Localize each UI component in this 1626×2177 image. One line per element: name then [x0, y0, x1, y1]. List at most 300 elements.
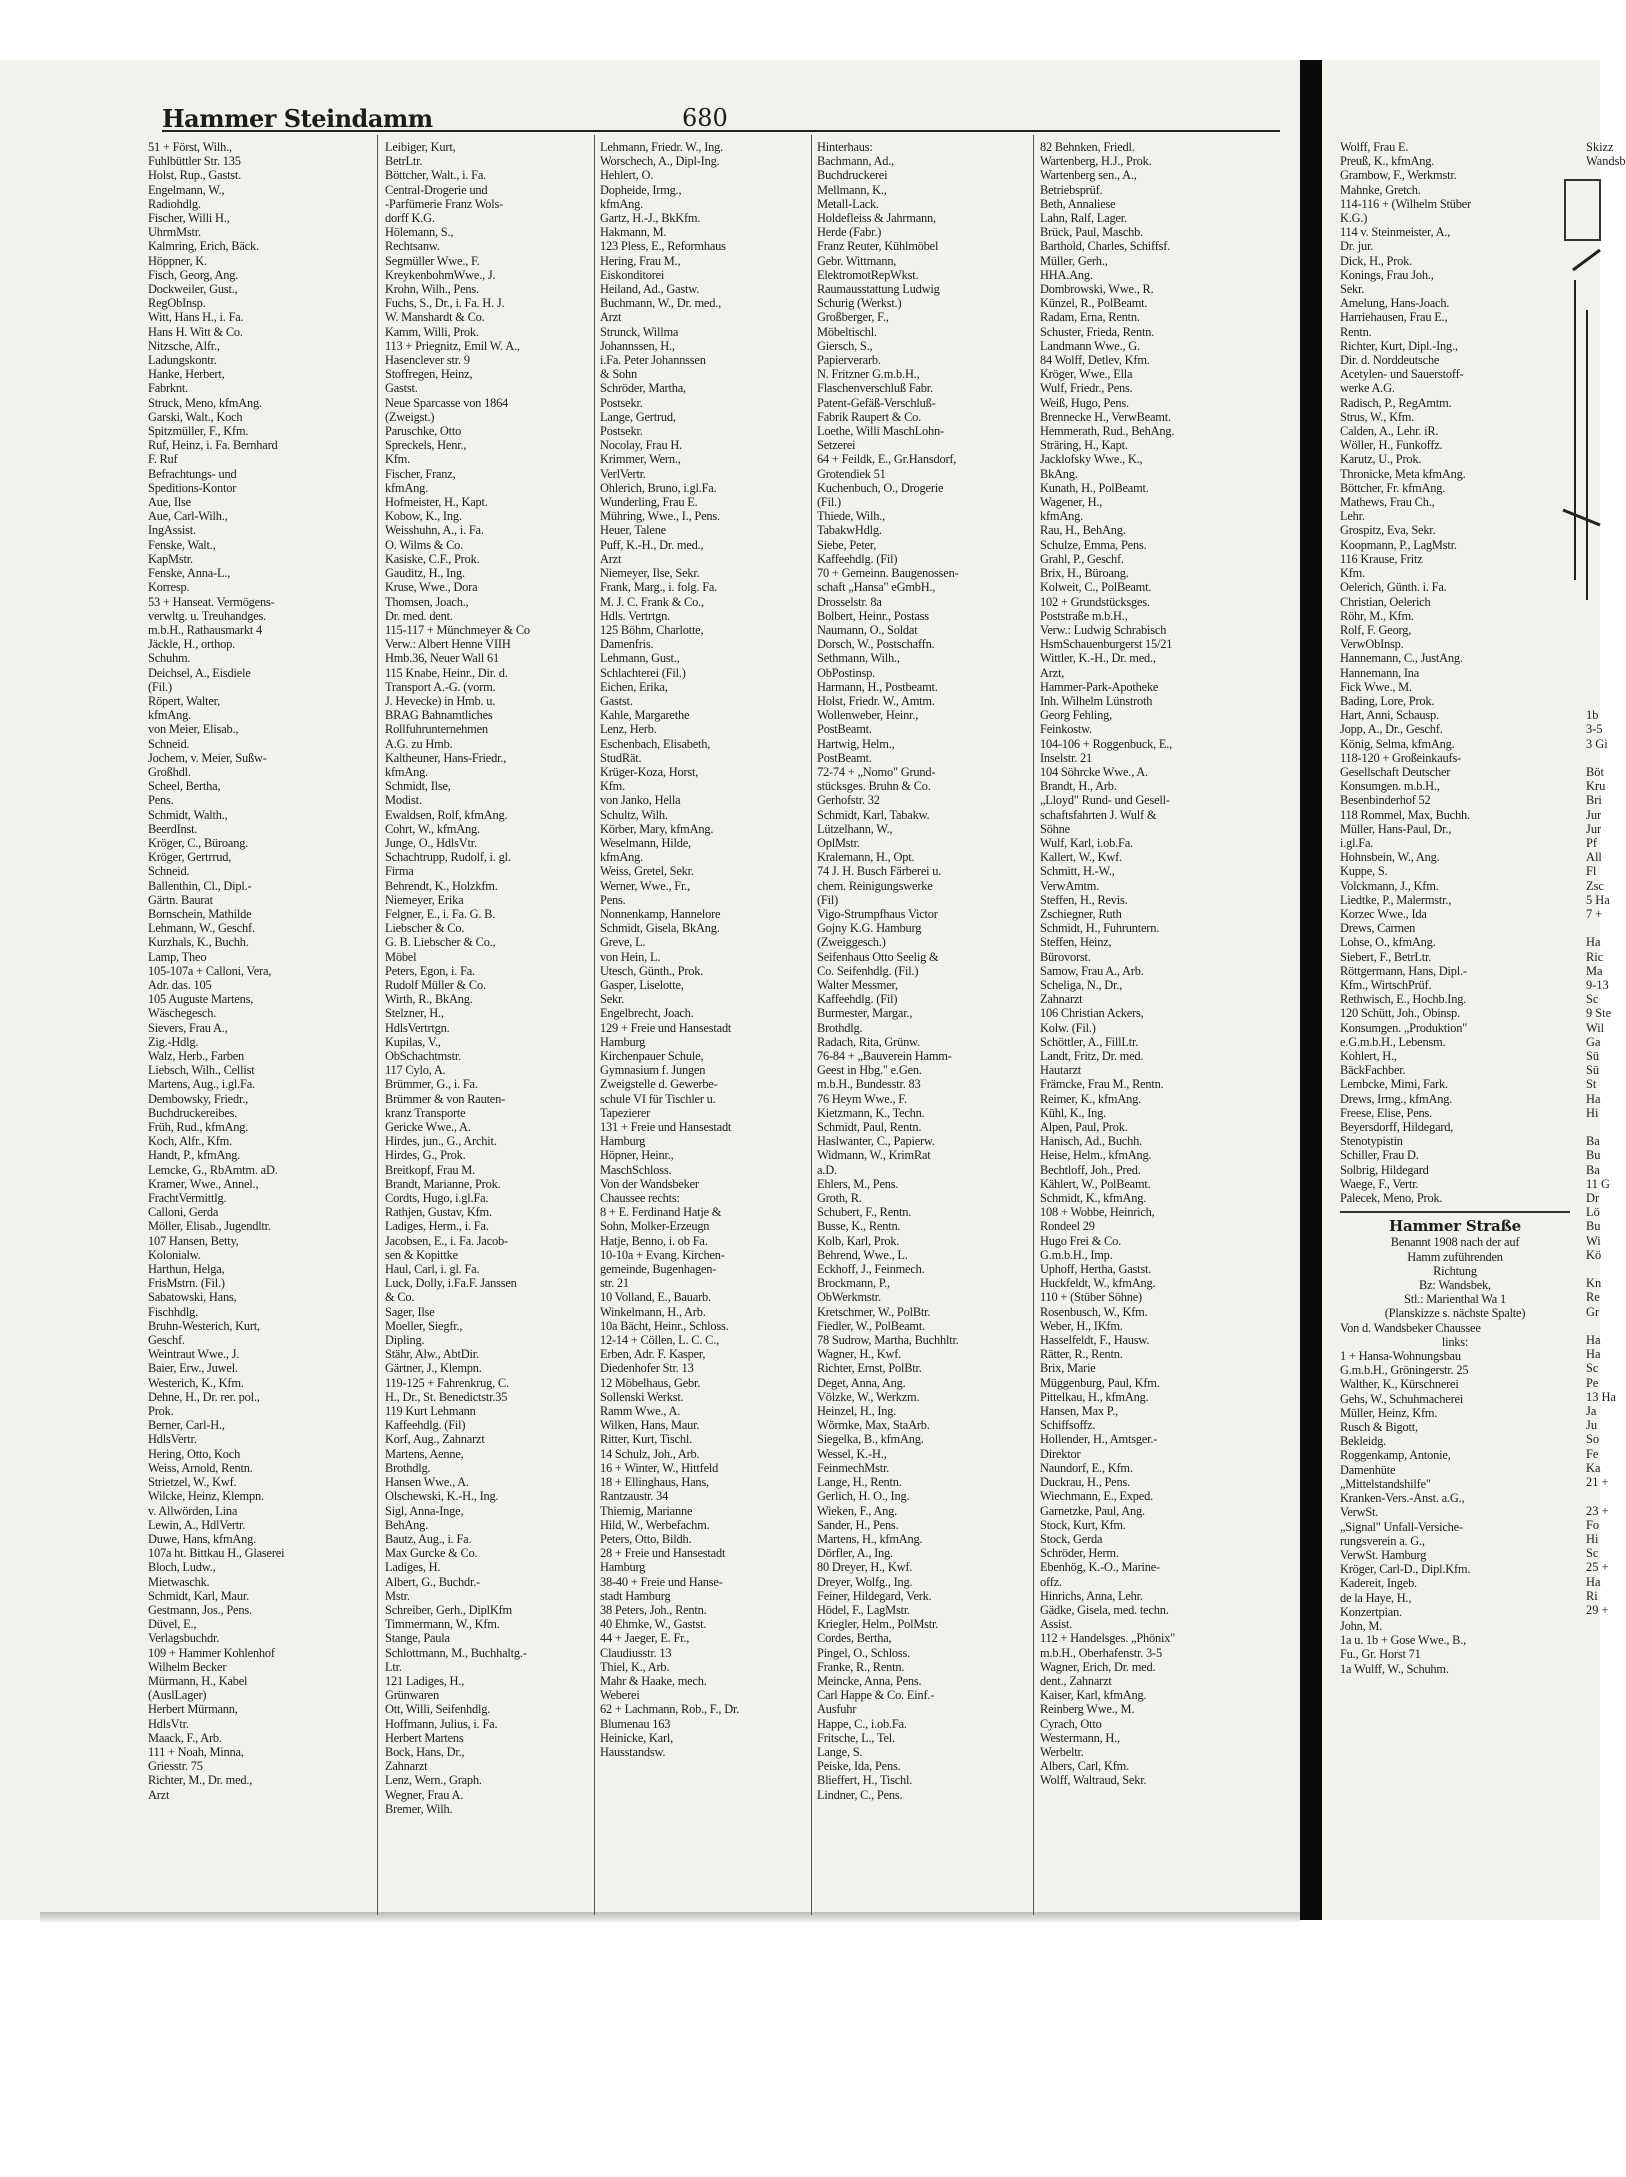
directory-entry: Rusch & Bigott, — [1340, 1420, 1418, 1435]
directory-entry: Cohrt, W., kfmAng. — [385, 821, 480, 836]
directory-entry: MaschSchloss. — [600, 1162, 672, 1177]
directory-entry: Bachmann, Ad., — [817, 154, 895, 169]
directory-entry: Albert, G., Buchdr.- — [385, 1574, 481, 1589]
edge-fragment — [1586, 1489, 1600, 1503]
directory-entry: Brockmann, P., — [817, 1276, 890, 1291]
directory-entry: 121 Ladiges, H., — [385, 1673, 465, 1688]
directory-entry: Bloch, Ludw., — [148, 1560, 216, 1575]
directory-entry: Ladungskontr. — [148, 353, 217, 368]
directory-entry: M. J. C. Frank & Co., — [600, 594, 704, 609]
directory-entry: Firma — [385, 864, 414, 879]
directory-entry: Arzt, — [1040, 665, 1065, 680]
directory-entry: VerwAmtm. — [1040, 878, 1100, 893]
directory-entry: Schmidt, Paul, Rentn. — [817, 1120, 922, 1135]
edge-fragment — [1586, 595, 1600, 609]
edge-fragment: Skizz — [1586, 140, 1614, 154]
directory-entry: Meincke, Anna, Pens. — [817, 1673, 922, 1688]
directory-entry: Moeller, Siegfr., — [385, 1318, 463, 1333]
directory-entry: Gestmann, Jos., Pens. — [148, 1602, 252, 1617]
directory-entry: Lembcke, Mimi, Fark. — [1340, 1077, 1448, 1092]
edge-fragment: St — [1586, 1077, 1597, 1092]
directory-entry: Hdls. Vertrtgn. — [600, 608, 671, 623]
directory-entry: Acetylen- und Sauerstoff- — [1340, 367, 1464, 382]
directory-entry: HdlsVtr. — [148, 1716, 189, 1731]
directory-entry: Hering, Frau M., — [600, 253, 681, 268]
directory-entry: Wittler, K.-H., Dr. med., — [1040, 651, 1156, 666]
directory-entry: Ohlerich, Bruno, i.gl.Fa. — [600, 480, 717, 495]
directory-entry: Luck, Dolly, i.Fa.F. Janssen — [385, 1276, 517, 1291]
directory-entry: Claudiusstr. 13 — [600, 1645, 672, 1660]
directory-entry: 12 Möbelhaus, Gebr. — [600, 1375, 701, 1390]
directory-entry: Stenotypistin — [1340, 1134, 1403, 1149]
directory-entry: Radisch, P., RegAmtm. — [1340, 395, 1452, 410]
directory-entry: Thiel, K., Arb. — [600, 1659, 670, 1674]
directory-entry: 119 Kurt Lehmann — [385, 1404, 476, 1419]
directory-entry: Gädke, Gisela, med. techn. — [1040, 1602, 1169, 1617]
directory-entry: Liedtke, P., Malermstr., — [1340, 892, 1452, 907]
directory-entry: Olschewski, K.-H., Ing. — [385, 1489, 499, 1504]
directory-entry: HsmSchauenburgerst 15/21 — [1040, 637, 1173, 652]
directory-entry: Ruf, Heinz, i. Fa. Bernhard — [148, 438, 278, 453]
directory-entry: Kriegler, Helm., PolMstr. — [817, 1617, 939, 1632]
directory-entry: Hans H. Witt & Co. — [148, 324, 243, 339]
directory-entry: Schröder, Herm. — [1040, 1546, 1119, 1561]
directory-entry: Busse, K., Rentn. — [817, 1219, 901, 1234]
page-header — [162, 100, 1280, 132]
directory-entry: Lewin, A., HdlVertr. — [148, 1517, 246, 1532]
directory-entry: Kranken-Vers.-Anst. a.G., — [1340, 1491, 1465, 1506]
directory-entry: Aue, Ilse — [148, 495, 191, 510]
directory-entry: BkAng. — [1040, 466, 1078, 481]
directory-entry: Gojny K.G. Hamburg — [817, 921, 922, 936]
directory-entry: Wartenberg, H.J., Prok. — [1040, 154, 1152, 169]
directory-entry: Gerlich, H. O., Ing. — [817, 1489, 910, 1504]
directory-entry: Wäschegesch. — [148, 1006, 217, 1021]
directory-entry: 78 Sudrow, Martha, Buchhltr. — [817, 1333, 959, 1348]
directory-entry: Nonnenkamp, Hannelore — [600, 906, 721, 921]
edge-fragment — [1586, 396, 1600, 410]
directory-entry: Duckrau, H., Pens. — [1040, 1475, 1131, 1490]
directory-entry: RegObInsp. — [148, 296, 206, 311]
directory-entry: (Fil) — [817, 892, 839, 907]
directory-entry: Hinterhaus: — [817, 140, 873, 154]
directory-entry: Christian, Oelerich — [1340, 594, 1431, 609]
directory-entry: Happe, C., i.ob.Fa. — [817, 1716, 907, 1731]
directory-entry: Holst, Rup., Gastst. — [148, 168, 242, 183]
directory-entry: (Zweigst.) — [385, 409, 435, 424]
directory-entry: 14 Schulz, Joh., Arb. — [600, 1446, 700, 1461]
directory-entry: 116 Krause, Fritz — [1340, 551, 1423, 566]
directory-entry: Wulf, Karl, i.ob.Fa. — [1040, 835, 1133, 850]
directory-entry: Bekleidg. — [1340, 1434, 1387, 1449]
directory-entry: Hasenclever str. 9 — [385, 353, 470, 368]
edge-fragment: Ma — [1586, 963, 1603, 978]
directory-entry: 112 + Handelsges. „Phönix" — [1040, 1631, 1176, 1646]
directory-entry: Behrend, Wwe., L. — [817, 1247, 908, 1262]
directory-entry: Möbeltischl. — [817, 324, 877, 339]
directory-entry: Franke, R., Rentn. — [817, 1659, 905, 1674]
directory-entry: Konings, Frau Joh., — [1340, 267, 1434, 282]
directory-entry: Wartenberg sen., A., — [1040, 168, 1137, 183]
directory-entry: Groth, R. — [817, 1191, 862, 1206]
directory-entry: Lahn, Ralf, Lager. — [1040, 211, 1127, 226]
directory-entry: Heise, Helm., kfmAng. — [1040, 1148, 1152, 1163]
directory-entry: Fischer, Willi H., — [148, 211, 230, 226]
directory-entry: Schreiber, Gerh., DiplKfm — [385, 1602, 512, 1617]
directory-entry: kfmAng. — [600, 850, 643, 865]
directory-entry: Holdefleiss & Jahrmann, — [817, 211, 936, 226]
directory-entry: Mühring, Wwe., I., Pens. — [600, 509, 720, 524]
directory-entry: Rau, H., BehAng. — [1040, 523, 1126, 538]
directory-entry: 114 v. Steinmeister, A., — [1340, 225, 1451, 240]
directory-entry: Postsekr. — [600, 424, 643, 439]
directory-entry: Siebert, F., BetrLtr. — [1340, 949, 1432, 964]
directory-entry: Dockweiler, Gust., — [148, 282, 238, 297]
directory-entry: Schmidt, Ilse, — [385, 779, 451, 794]
directory-entry: Dreyer, Wolfg., Ing. — [817, 1574, 913, 1589]
directory-entry: Pittelkau, H., kfmAng. — [1040, 1389, 1149, 1404]
edge-fragment — [1586, 666, 1600, 680]
directory-entry: Mietwaschk. — [148, 1574, 210, 1589]
directory-entry: Thiemig, Marianne — [600, 1503, 693, 1518]
directory-entry: Wessel, K.-H., — [817, 1446, 887, 1461]
directory-entry: Drews, Irmg., kfmAng. — [1340, 1091, 1453, 1106]
directory-entry: 123 Pless, E., Reformhaus — [600, 239, 726, 254]
directory-entry: Dr. jur. — [1340, 239, 1374, 254]
edge-fragment: Fe — [1586, 1446, 1599, 1461]
directory-entry: Werner, Wwe., Fr., — [600, 878, 690, 893]
directory-entry: Chaussee rechts: — [600, 1191, 680, 1206]
directory-entry: BRAG Bahnamtliches — [385, 708, 493, 723]
directory-entry: Vigo-Strumpfhaus Victor — [817, 906, 938, 921]
directory-entry: 76-84 + „Bauverein Hamm- — [817, 1049, 952, 1063]
directory-entry: Lenz, Wern., Graph. — [385, 1773, 482, 1788]
directory-entry: Damenhüte — [1340, 1462, 1396, 1477]
directory-entry: Richter, Kurt, Dipl.-Ing., — [1340, 338, 1458, 353]
directory-entry: Sievers, Frau A., — [148, 1020, 228, 1035]
edge-fragment: Hi — [1586, 1531, 1599, 1546]
directory-entry: 44 + Jaeger, E. Fr., — [600, 1631, 690, 1646]
directory-entry: Walther, K., Kürschnerei — [1340, 1377, 1459, 1392]
directory-entry: Fisch, Georg, Ang. — [148, 267, 239, 282]
directory-entry: 70 + Gemeinn. Baugenossen- — [817, 566, 959, 581]
directory-entry: VerwSt. Hamburg — [1340, 1547, 1427, 1562]
directory-entry: Hehlert, O. — [600, 168, 654, 183]
directory-entry: Weselmann, Hilde, — [600, 835, 691, 850]
directory-entry: dorff K.G. — [385, 211, 435, 226]
cropped-facing-column — [1586, 140, 1626, 1910]
directory-entry: Rechtsanw. — [385, 239, 440, 254]
directory-entry: Hödel, F., LagMstr. — [817, 1602, 910, 1617]
directory-entry: Kaffeehdlg. (Fil) — [817, 992, 898, 1007]
directory-entry: Wolff, Waltraud, Sekr. — [1040, 1773, 1147, 1788]
directory-entry: Werbeltr. — [1040, 1744, 1084, 1759]
edge-fragment — [1586, 481, 1600, 495]
directory-entry: KreykenbohmWwe., J. — [385, 267, 496, 282]
edge-fragment: Zsc — [1586, 878, 1604, 893]
directory-entry: BeerdInst. — [148, 821, 198, 836]
edge-fragment: Sc — [1586, 1546, 1599, 1561]
directory-entry: 119-125 + Fahrenkrug, C. — [385, 1375, 509, 1390]
directory-entry: Von d. Wandsbeker Chaussee — [1340, 1320, 1481, 1335]
directory-entry: Kramer, Wwe., Annel., — [148, 1176, 259, 1191]
directory-entry: Lehmann, W., Geschf. — [148, 921, 255, 936]
directory-entry: Hugo Frei & Co. — [1040, 1233, 1121, 1248]
edge-fragment: 25 + — [1586, 1560, 1609, 1575]
directory-entry: A.G. zu Hmb. — [385, 736, 453, 751]
directory-entry: Fenske, Anna-L., — [148, 566, 231, 581]
edge-fragment: Wil — [1586, 1020, 1605, 1035]
directory-entry: Konsumgen. „Produktion" — [1340, 1020, 1468, 1035]
directory-entry: Korzec Wwe., Ida — [1340, 906, 1427, 921]
edge-fragment: Ju — [1586, 1418, 1598, 1433]
directory-entry: 40 Ehmke, W., Gastst. — [600, 1617, 707, 1632]
directory-entry: Rolf, F. Georg, — [1340, 622, 1412, 637]
directory-entry: Befrachtungs- und — [148, 466, 237, 481]
directory-entry: Fenske, Walt., — [148, 537, 216, 552]
edge-fragment: Jur — [1586, 807, 1602, 822]
directory-entry: 1a Wulff, W., Schuhm. — [1340, 1661, 1449, 1676]
directory-entry: Möbel — [385, 949, 417, 964]
directory-entry: Erben, Adr. F. Kasper, — [600, 1347, 706, 1362]
edge-fragment: 11 G — [1586, 1176, 1610, 1191]
directory-entry: Landt, Fritz, Dr. med. — [1040, 1049, 1144, 1063]
directory-entry: Seifenhaus Otto Seelig & — [817, 949, 939, 964]
directory-entry: Lehr. — [1340, 509, 1365, 524]
directory-entry: Fuhlbüttler Str. 135 — [148, 154, 241, 169]
directory-entry: Dopheide, Irmg., — [600, 182, 682, 197]
directory-entry: Waege, F., Vertr. — [1340, 1176, 1419, 1191]
edge-fragment: Sü — [1586, 1063, 1600, 1078]
directory-entry: Drosselstr. 8a — [817, 594, 882, 609]
directory-entry: m.b.H., Oberhafenstr. 3-5 — [1040, 1645, 1162, 1660]
directory-entry: Gastst. — [385, 381, 418, 396]
directory-entry: Mürmann, H., Kabel — [148, 1673, 248, 1688]
directory-entry: Jacklofsky Wwe., K., — [1040, 452, 1143, 467]
directory-entry: stadt Hamburg — [600, 1588, 671, 1603]
directory-entry: Siegelka, B., kfmAng. — [817, 1432, 924, 1447]
directory-entry: Roggenkamp, Antonie, — [1340, 1448, 1451, 1463]
directory-entry: G. B. Liebscher & Co., — [385, 935, 496, 950]
directory-entry: 38 Peters, Joh., Rentn. — [600, 1602, 707, 1617]
edge-fragment: Wi — [1586, 1233, 1601, 1248]
directory-entry: Timmermann, W., Kfm. — [385, 1617, 500, 1632]
directory-entry: Bremer, Wilh. — [385, 1801, 453, 1816]
directory-entry: Engelmann, W., — [148, 182, 225, 197]
edge-fragment: 9 Ste — [1586, 1006, 1612, 1021]
directory-entry: Giersch, S., — [817, 338, 873, 353]
directory-entry: Kaffeehdlg. (Fil) — [817, 551, 898, 566]
directory-entry: „Lloyd" Rund- und Gesell- — [1040, 793, 1170, 808]
directory-entry: Geschf. — [148, 1333, 185, 1348]
directory-entry: Widmann, W., KrimRat — [817, 1148, 931, 1163]
edge-fragment: Ba — [1586, 1134, 1600, 1149]
directory-entry: Brümmer & von Rauten- — [385, 1091, 506, 1106]
directory-entry: stücksges. Bruhn & Co. — [817, 779, 931, 794]
directory-entry: Främcke, Frau M., Rentn. — [1040, 1077, 1164, 1092]
directory-entry: Schurig (Werkst.) — [817, 296, 902, 311]
directory-entry: Hart, Anni, Schausp. — [1340, 708, 1439, 723]
edge-fragment: Ka — [1586, 1460, 1601, 1475]
directory-entry: Bolbert, Heinr., Postass — [817, 608, 929, 623]
directory-entry: Radach, Rita, Grünw. — [817, 1034, 920, 1049]
directory-entry: Schneid. — [148, 736, 190, 751]
directory-entry: 104 Söhrcke Wwe., A. — [1040, 764, 1148, 779]
directory-entry: kfmAng. — [600, 196, 643, 211]
directory-entry: J. Hevecke) in Hmb. u. — [385, 693, 496, 708]
directory-entry: schaftsfahrten J. Wulf & — [1040, 807, 1157, 822]
directory-entry: Kolonialw. — [148, 1247, 201, 1262]
directory-entry: (Fil.) — [817, 495, 841, 510]
directory-entry: Jacobsen, E., i. Fa. Jacob- — [385, 1233, 508, 1248]
directory-entry: Krüger-Koza, Horst, — [600, 764, 699, 779]
directory-entry: Pens. — [148, 793, 174, 808]
directory-entry: Hollender, H., Amtsger.- — [1040, 1432, 1158, 1447]
directory-entry: Wollenweber, Heinr., — [817, 708, 919, 723]
directory-entry: Lemcke, G., RbAmtm. aD. — [148, 1162, 278, 1177]
directory-entry: i.Fa. Peter Johannssen — [600, 353, 706, 368]
edge-fragment — [1586, 239, 1600, 253]
directory-entry: G.m.b.H., Imp. — [1040, 1247, 1113, 1262]
directory-entry: Nitzsche, Alfr., — [148, 338, 220, 353]
directory-entry: Thomsen, Joach., — [385, 594, 469, 609]
directory-entry: Metall-Lack. — [817, 196, 879, 211]
directory-column-2 — [385, 140, 590, 1910]
directory-entry: Calloni, Gerda — [148, 1205, 219, 1220]
edge-fragment — [1586, 1262, 1600, 1276]
directory-entry: Richter, Ernst, PolBtr. — [817, 1361, 922, 1376]
directory-entry: 64 + Feildk, E., Gr.Hansdorf, — [817, 452, 957, 467]
directory-entry: Hamburg — [600, 1560, 646, 1575]
directory-entry: Garnetzke, Paul, Ang. — [1040, 1503, 1145, 1518]
edge-fragment — [1586, 623, 1600, 637]
directory-entry: Kupilas, V., — [385, 1034, 441, 1049]
directory-entry: 74 J. H. Busch Färberei u. — [817, 864, 942, 879]
directory-entry: Müller, Gerh., — [1040, 253, 1108, 268]
directory-entry: Hammer-Park-Apotheke — [1040, 679, 1159, 694]
directory-entry: Schachtrupp, Rudolf, i. gl. — [385, 850, 511, 865]
directory-entry: Hakmann, M. — [600, 225, 667, 240]
directory-entry: Damenfris. — [600, 637, 654, 652]
directory-entry: Bruhn-Westerich, Kurt, — [148, 1318, 260, 1333]
directory-entry: Lehmann, Friedr. W., Ing. — [600, 140, 724, 154]
directory-entry: Möller, Elisab., Jugendltr. — [148, 1219, 271, 1234]
directory-entry: Bock, Hans, Dr., — [385, 1744, 465, 1759]
directory-entry: Junge, O., HdlsVtr. — [385, 835, 477, 850]
directory-entry: Stoffregen, Heinz, — [385, 367, 473, 382]
edge-fragment — [1586, 921, 1600, 935]
directory-entry: Hering, Otto, Koch — [148, 1446, 241, 1461]
street-heading: Hammer Straße — [1388, 1217, 1522, 1236]
directory-column-4 — [817, 140, 1029, 1910]
directory-entry: Harriehausen, Frau E., — [1340, 310, 1448, 325]
directory-entry: Oelerich, Günth. i. Fa. — [1340, 580, 1447, 595]
directory-entry: Rudolf Müller & Co. — [385, 977, 486, 992]
directory-entry: gemeinde, Bugenhagen- — [600, 1262, 717, 1277]
directory-entry: Fritsche, L., Tel. — [817, 1730, 895, 1745]
directory-entry: Scheel, Bertha, — [148, 779, 221, 794]
directory-entry: de la Haye, H., — [1340, 1590, 1412, 1605]
directory-entry: Peiske, Ida, Pens. — [817, 1759, 901, 1774]
directory-entry: O. Wilms & Co. — [385, 537, 464, 552]
directory-entry: Ladiges, H. — [385, 1560, 441, 1575]
directory-entry: Feinkostw. — [1040, 722, 1092, 737]
directory-entry: Lehmann, Gust., — [600, 651, 680, 666]
directory-entry: Thiede, Wilh., — [817, 509, 886, 524]
directory-entry: Karutz, U., Prok. — [1340, 452, 1422, 467]
directory-entry: Schulze, Emma, Pens. — [1040, 537, 1147, 552]
directory-entry: ObWerkmstr. — [817, 1290, 881, 1305]
street-note: Bz: Wandsbek, — [1419, 1278, 1491, 1293]
column-rule — [811, 135, 812, 1915]
directory-entry: Wieken, F., Ang. — [817, 1503, 897, 1518]
directory-entry: 111 + Noah, Minna, — [148, 1744, 244, 1759]
directory-entry: Kfm. — [600, 779, 626, 794]
directory-entry: Schmidt, Walth., — [148, 807, 228, 822]
directory-entry: Deichsel, A., Eisdiele — [148, 665, 251, 680]
directory-entry: Feiner, Hildegard, Verk. — [817, 1588, 932, 1603]
directory-entry: Spreckels, Henr., — [385, 438, 467, 453]
directory-entry: Puff, K.-H., Dr. med., — [600, 537, 704, 552]
directory-entry: ObSchachtmstr. — [385, 1049, 462, 1063]
directory-entry: Söhne — [1040, 821, 1070, 836]
directory-entry: 76 Heym Wwe., F. — [817, 1091, 907, 1106]
edge-fragment: Bu — [1586, 1219, 1601, 1234]
directory-entry: Lützelhann, W., — [817, 821, 893, 836]
directory-entry: Naundorf, E., Kfm. — [1040, 1460, 1133, 1475]
directory-entry: Fischhdlg. — [148, 1304, 198, 1319]
directory-entry: verwltg. u. Treuhandges. — [148, 608, 267, 623]
directory-entry: Kahle, Margarethe — [600, 708, 690, 723]
edge-fragment — [1586, 225, 1600, 239]
directory-entry: Amelung, Hans-Joach. — [1340, 296, 1450, 311]
edge-fragment — [1586, 1319, 1600, 1333]
directory-entry: Sekr. — [600, 992, 625, 1007]
directory-entry: Maack, F., Arb. — [148, 1730, 222, 1745]
directory-entry: Höppner, K. — [148, 253, 207, 268]
edge-fragment: 7 + — [1586, 906, 1603, 921]
edge-fragment — [1586, 523, 1600, 537]
directory-entry: Schubert, F., Rentn. — [817, 1205, 912, 1220]
directory-entry: ObPostinsp. — [817, 665, 876, 680]
directory-entry: Leibiger, Kurt, — [385, 140, 456, 154]
directory-entry: Schlachterei (Fil.) — [600, 665, 686, 680]
directory-entry: Grünwaren — [385, 1688, 439, 1703]
directory-entry: Deget, Anna, Ang. — [817, 1375, 906, 1390]
directory-entry: Arzt — [148, 1787, 170, 1802]
directory-entry: PostBeamt. — [817, 750, 872, 765]
directory-entry: Brix, H., Büroang. — [1040, 566, 1129, 581]
directory-entry: Mahnke, Gretch. — [1340, 182, 1421, 197]
directory-entry: Burmester, Margar., — [817, 1006, 913, 1021]
street-note: Richtung — [1433, 1263, 1477, 1278]
directory-entry: Lindner, C., Pens. — [817, 1787, 903, 1802]
edge-fragment — [1586, 211, 1600, 225]
street-note: links: — [1441, 1334, 1469, 1349]
directory-entry: Rosenbusch, W., Kfm. — [1040, 1304, 1148, 1319]
directory-entry: Heinzel, H., Ing. — [817, 1404, 897, 1419]
directory-entry: Sethmann, Wilh., — [817, 651, 900, 666]
directory-entry: Garski, Walt., Koch — [148, 409, 243, 424]
directory-entry: 1a u. 1b + Gose Wwe., B., — [1340, 1633, 1466, 1648]
directory-entry: Buchdruckereibes. — [148, 1105, 238, 1120]
directory-entry: Gesellschaft Deutscher — [1340, 764, 1451, 779]
column-rule — [377, 135, 378, 1915]
directory-entry: str. 21 — [600, 1276, 629, 1291]
directory-entry: Gehs, W., Schuhmacherei — [1340, 1391, 1464, 1406]
edge-fragment: Kn — [1586, 1276, 1602, 1291]
edge-fragment: Ga — [1586, 1034, 1601, 1049]
